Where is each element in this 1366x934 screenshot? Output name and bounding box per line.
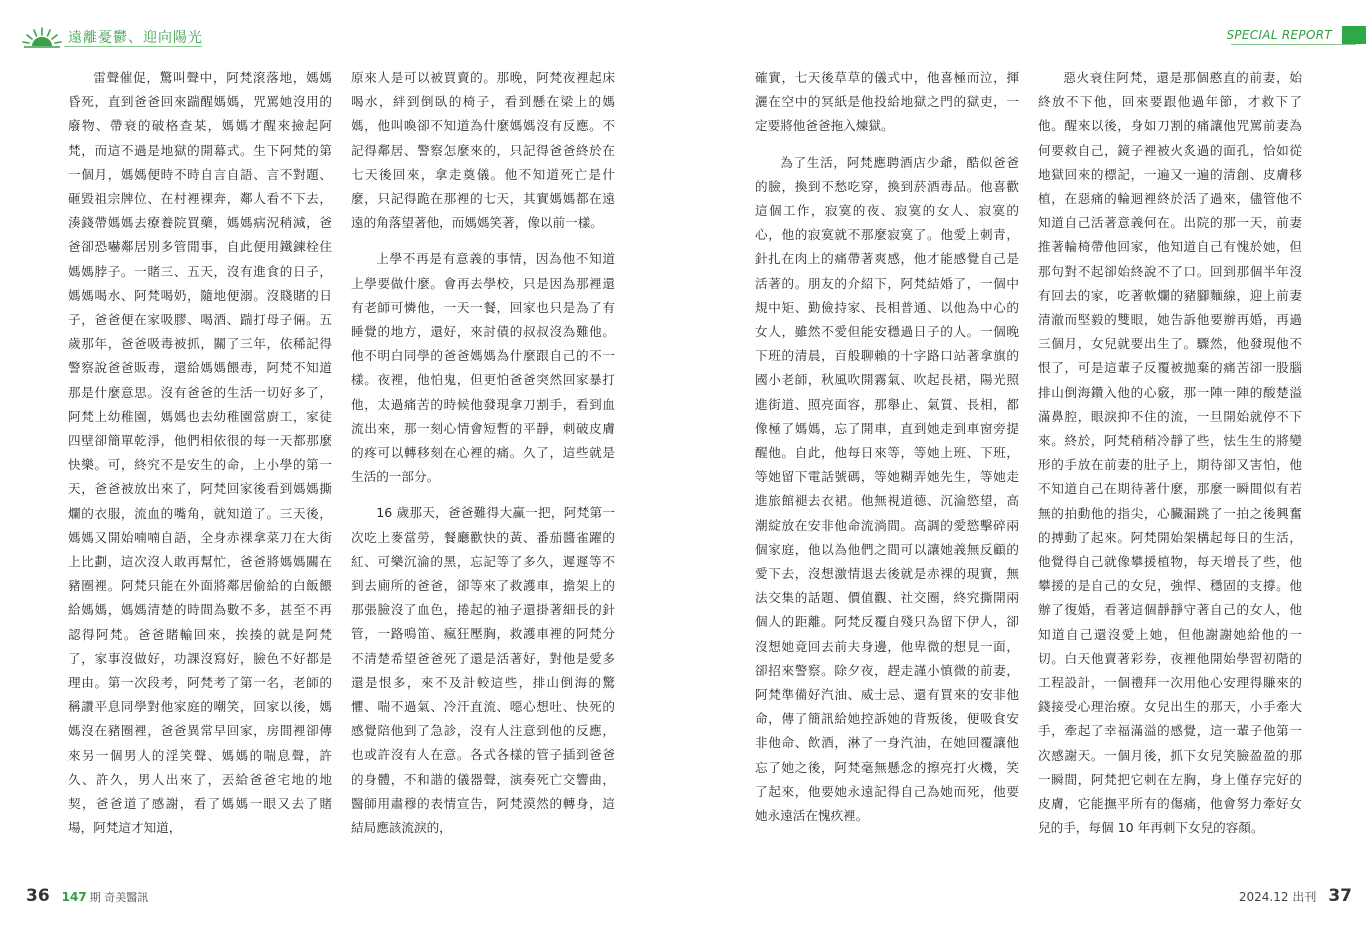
paragraph: 16 歲那天，爸爸難得大赢一把，阿梵第一次吃上麥當勞，餐廳歡快的黃、番茄醬雀躍的紅、可樂沉淪的黑，忘記等了多久，遲遲等不到去廁所的爸爸，卻等來了救護車，擔架上的那張臉沒了血色，捲起的袖子還掛著細長的針管，一路鳴笛、瘋狂壓胸，救護車裡的阿梵分不清楚希望爸爸死了還是活著好，對他是愛多還是恨多，來不及計較這些，排山倒海的驚懼、喘不過氣、冷汗直流、噁心想吐、快死的感覺陪他到了急診，沒有人注意到他的反應，也或許沒有人在意。各式各樣的管子插到爸爸的身體，不和諧的儀器聲，演奏死亡交響曲，醫師用肅穆的表情宣告，阿梵漠然的轉身，這結局應該流淚的， <box>351 505 615 836</box>
special-report-header <box>1226 26 1366 44</box>
text-column-1 <box>68 66 332 841</box>
sunrise-icon <box>22 26 62 48</box>
paragraph: 雷聲催促，驚叫聲中，阿梵滾落地，媽媽昏死，直到爸爸回來踹醒媽媽，咒罵她沒用的廢物、帶衰的破格查某，媽媽才醒來撿起阿梵，而這不過是地獄的開幕式。生下阿梵的第一個月，媽媽便時不時自言自語、言不對題、砸毀祖宗牌位、在村裡裸奔，鄰人看不下去，湊錢帶媽媽去療養院買藥，媽媽病況稍減，爸爸卻恐嚇鄰居別多管閒事，自此便用鐵鍊栓住媽媽脖子。一賭三、五天，沒有進食的日子，媽媽喝水、阿梵喝奶，隨地便溺。沒賤賭的日子，爸爸便在家吸膠、喝酒、踹打母子倆。五歲那年，爸爸吸毒被抓，關了三年，依稀記得警察說爸爸販毒，還給媽媽餵毒，阿梵不知道那是什麼意思。沒有爸爸的生活一切好多了，阿梵上幼稚園，媽媽也去幼稚園當廚工，家徒四壁卻簡單乾淨，他們相依很的每一天都那麼快樂。可，終究不是安生的命，上小學的第一天，爸爸被放出來了，阿梵回家後看到媽媽撕爛的衣服，流血的嘴角，就知道了。三天後，媽媽又開始喃喃自語，全身赤裸拿菜刀在大街上比劃，這次沒人敢再幫忙，爸爸將媽媽關在豬圈裡。阿梵只能在外面將鄰居偷給的白飯餵給媽媽，媽媽清楚的時間為數不多，甚至不再認得阿梵。爸爸賭輸回來，挨揍的就是阿梵了，家事沒做好，功課沒寫好，臉色不好都是理由。第一次段考，阿梵考了第一名，老師的稱讚平息同學對他家庭的嘲笑，回家以後，媽媽沒在豬圈裡，爸爸異常早回家，房間裡卻傳來另一個男人的淫笑聲、媽媽的喘息聲，許久、許久，男人出來了，丟給爸爸宅地的地契，爸爸道了感謝，看了媽媽一眼又去了賭場，阿梵這才知道， <box>68 70 332 836</box>
footer-right <box>1239 886 1352 906</box>
header-rule <box>64 46 202 47</box>
paragraph: 惡火衰住阿梵，還是那個憨直的前妻，始終放不下他，回來要跟他過年節，才救下了他。醒來以後，身如刀割的痛讓他咒罵前妻為何要救自己，鏡子裡被火炙過的面孔，恰如從地獄回來的標記，一遍又一遍的清創、皮膚移植，在惡痛的輪迴裡終於活了過來，儘管他不知道自己活著意義何在。出院的那一天，前妻推著輪椅帶他回家，他知道自己有愧於她，但那句對不起卻始終說不了口。回到那個半年沒有回去的家，吃著軟爛的豬腳麵線，迎上前妻清澈而堅毅的雙眼，她告訴他要辦再婚，再過三個月，女兒就要出生了。驟然，他發現他不恨了，可是這輩子反覆被拋棄的痛苦卻一股腦排山倒海鑽入他的心竅，那一陣一陣的酸楚溢滿鼻腔，眼淚抑不住的流，一旦開始就停不下來。終於，阿梵稍稍冷靜了些，怯生生的將變形的手放在前妻的肚子上，期待卻又害怕，他不知道自己在期待著什麼，那麼一瞬間似有若無的拍動他的指尖，心臟漏跳了一拍之後興奮的搏動了起來。阿梵開始架構起每日的生活，他覺得自己就像攀援植物，每天增長了些，他攀援的是自己的女兒，強悍、穩固的支撐。他辦了復婚，看著這個靜靜守著自己的女人，他知道自己還沒愛上她，但他謝謝她給他的一切。白天他賣著彩券，夜裡他開始學習初階的工程設計，一個禮拜一次用他心安理得賺來的錢接受心理治療。女兒出生的那天，小手牽大手，牽起了幸福滿溢的感覺，這一輩子他第一次感謝天。一個月後，抓下女兒笑臉盈盈的那一瞬間，阿梵把它刺在左胸，身上僅存完好的皮膚，它能撫平所有的傷痛，他會努力牽好女兒的手，每個 10 年再刺下女兒的容顏。 <box>1038 70 1302 836</box>
paragraph: 確實，七天後草草的儀式中，他喜極而泣，揮灑在空中的冥紙是他投給地獄之門的獄吏，一定要將他爸爸拖入煉獄。 <box>755 70 1019 134</box>
text-column-3 <box>755 66 1019 828</box>
issue-number: 147 <box>61 890 87 904</box>
footer-left <box>26 886 148 906</box>
right-page <box>683 0 1366 934</box>
page-number-left: 36 <box>26 886 50 906</box>
publication-date: 2024.12 出刊 <box>1238 890 1317 904</box>
paragraph: 原來人是可以被買賣的。那晚，阿梵夜裡起床喝水，絆到倒臥的椅子，看到懸在梁上的媽媽，他叫喚卻不知道為什麼媽媽沒有反應。不記得鄰居、警察怎麼來的，只記得爸爸終於在七天後回來，拿走奠儀。他不知道死亡是什麼，只記得跪在那裡的七天，其實媽媽都在遠遠的角落望著他，而媽媽笑著，像以前一樣。 <box>351 70 615 231</box>
special-report-label: SPECIAL REPORT <box>1226 28 1332 42</box>
paragraph: 上學不再是有意義的事情，因為他不知道上學要做什麼。會再去學校，只是因為那裡還有老師可憐他，一天一餐，回家也只是為了有睡覺的地方，還好，來討債的叔叔沒為難他。他不明白同學的爸爸媽媽為什麼跟自己的不一樣。夜裡，他怕鬼，但更怕爸爸突然回家暴打他，太過痛苦的時候他發現拿刀割手，看到血流出來，那一刻心情會短暫的平靜，刺破皮膚的疼可以轉移刻在心裡的痛。久了，這些就是生活的一部分。 <box>351 251 615 485</box>
section-title: 遠離憂鬱、迎向陽光 <box>68 30 203 46</box>
magazine-name: 期 奇美醫訊 <box>89 891 149 904</box>
text-column-4 <box>1038 66 1302 841</box>
accent-bar <box>1342 26 1366 44</box>
header-rule <box>1231 44 1356 45</box>
text-column-2 <box>351 66 615 840</box>
paragraph: 為了生活，阿梵應聘酒店少爺，酷似爸爸的臉，換到不愁吃穿，換到菸酒毒品。他喜歡這個工作，寂寞的夜、寂寞的女人、寂寞的心，他的寂寞就不那麼寂寞了。他愛上刺青，針扎在肉上的痛帶著爽感，他才能感覺自己是活著的。朋友的介紹下，阿梵結婚了，一個中規中矩、勤儉持家、長相普通、以他為中心的女人，雖然不愛但能安穩過日子的人。一個晚下班的清晨，百般聊賴的十字路口站著拿旗的國小老師，秋風吹開霧氣、吹起長裙，陽光照進街道、照亮面容，那舉止、氣質、長相，都像極了媽媽，忘了開車，直到她走到車窗旁提醒他。自此，他每日來等，等她上班、下班，等她留下電話號碼，等她糊弄她先生，等她走進旅館褪去衣裙。他無視道德、沉淪慾望，高潮綻放在安非他命流淌間。高調的愛慾擊碎兩個家庭，他以為他們之間可以讓她義無反顧的愛下去，沒想激情退去後就是赤裸的現實，無法交集的話題、價值觀、社交圈，終究撕開兩個人的距離。阿梵反覆自殘只為留下伊人，卻沒想她竟回去前夫身邊，他卑微的想見一面，卻招來警察。除夕夜，趕走謹小慎微的前妻，阿梵準備好汽油、威士忌、還有買來的安非他命，傳了簡訊給她控訴她的背叛後，便吸食安非他命、飲酒，淋了一身汽油，在她回覆讓他忘了她之後，阿梵毫無懸念的擦亮打火機，笑了起來，他要她永遠記得自己為她而死，他要她永遠活在愧疚裡。 <box>755 154 1019 824</box>
page-number-right: 37 <box>1328 886 1352 906</box>
